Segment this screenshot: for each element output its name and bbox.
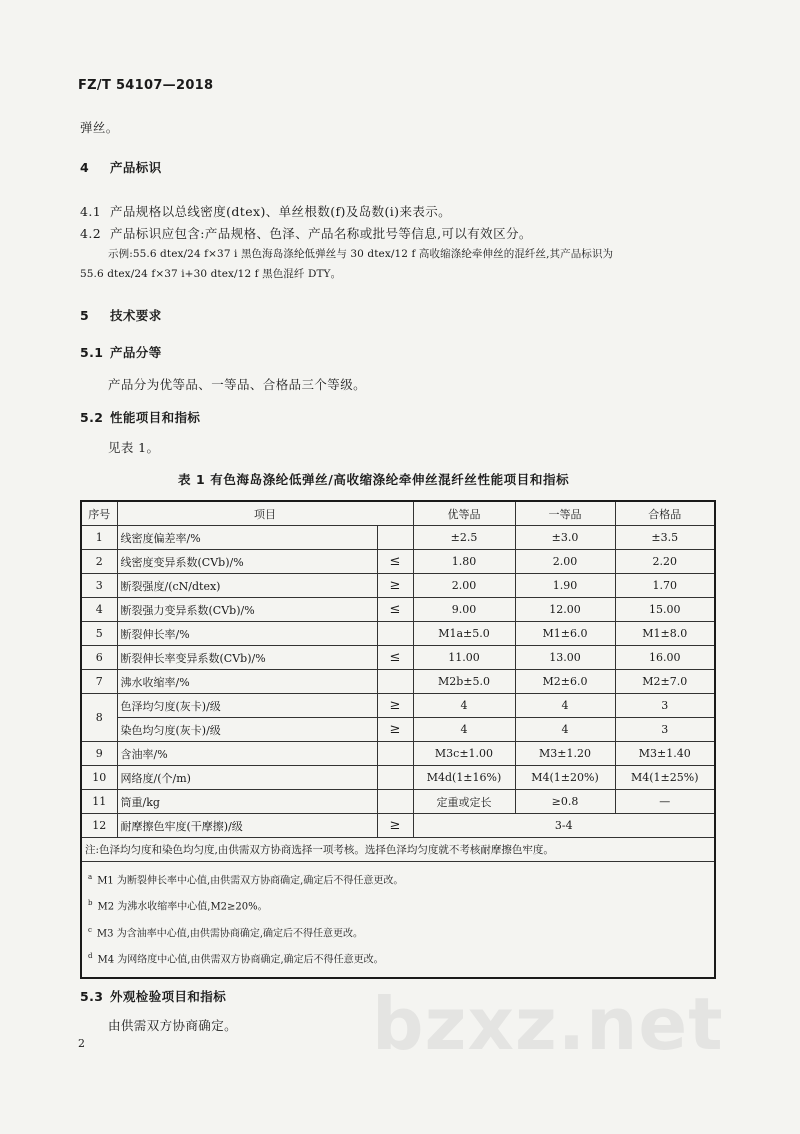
row-operator: ≤ [377,646,413,670]
row-operator: ≥ [377,694,413,718]
performance-table [80,500,716,979]
section-5-3-heading [80,987,226,1005]
table-row [81,598,715,622]
section-number: 4 [80,160,90,175]
section-5-2-heading [80,408,200,426]
footnote-mark: a [88,873,93,881]
row-no: 3 [81,574,117,598]
row-operator [377,622,413,646]
appearance-text: 由供需双方协商确定。 [108,1018,238,1033]
table-note-row [81,838,715,862]
footnote [88,866,708,892]
table-row [81,550,715,574]
section-title: 性能项目和指标 [110,410,201,425]
row-item: 筒重/kg [117,790,377,814]
row-item: 耐摩擦色牢度(干摩擦)/级 [117,814,377,838]
section-title: 技术要求 [110,308,162,323]
row-operator: ≥ [377,814,413,838]
section-title: 外观检验项目和指标 [110,989,227,1004]
table-row [81,574,715,598]
row-no: 10 [81,766,117,790]
row-item: 网络度/(个/m) [117,766,377,790]
value-qualified: 3 [615,718,715,742]
row-no: 7 [81,670,117,694]
value-first: 12.00 [515,598,615,622]
footnote-mark: b [88,899,93,908]
row-no: 1 [81,526,117,550]
value-qualified: M3±1.40 [615,742,715,766]
row-operator [377,790,413,814]
value-superior: M4d(1±16%) [413,766,515,790]
value-qualified: 15.00 [615,598,715,622]
row-item: 断裂伸长率/% [117,622,377,646]
row-operator: ≤ [377,550,413,574]
value-first: M4(1±20%) [515,766,615,790]
footnote-text: M2 为沸水收缩率中心值,M2≥20%。 [97,901,268,913]
row-no: 9 [81,742,117,766]
header-grade-first: 一等品 [515,501,615,526]
value-superior: ±2.5 [413,526,515,550]
value-first: ±3.0 [515,526,615,550]
table-row [81,814,715,838]
footnote [88,945,708,971]
value-first: 1.90 [515,574,615,598]
table-caption: 表 1 有色海岛涤纶低弹丝/高收缩涤纶牵伸丝混纤丝性能项目和指标 [178,472,570,487]
section-4-heading [80,158,162,176]
footnote-mark: d [88,951,93,960]
section-title: 产品分等 [110,345,162,360]
value-first: 13.00 [515,646,615,670]
row-item: 色泽均匀度(灰卡)/级 [117,694,377,718]
standard-code-header: FZ/T 54107—2018 [78,78,214,93]
footnotes-cell [81,862,715,979]
header-no: 序号 [81,501,117,526]
value-first: 4 [515,694,615,718]
row-no: 6 [81,646,117,670]
value-qualified: 16.00 [615,646,715,670]
row-item: 断裂强度/(cN/dtex) [117,574,377,598]
value-superior: 4 [413,718,515,742]
value-superior: 11.00 [413,646,515,670]
footnote-text: M1 为断裂伸长率中心值,由供需双方协商确定,确定后不得任意更改。 [97,875,404,887]
row-operator: ≤ [377,598,413,622]
table-row [81,742,715,766]
footnote [88,919,708,945]
table-row [81,646,715,670]
example-line-1: 示例:55.6 dtex/24 f×37 i 黑色海岛涤纶低弹丝与 30 dtex/12 f 高收缩涤纶牵伸丝的混纤丝,其产品标识为 [108,248,614,260]
row-no: 12 [81,814,117,838]
row-item: 沸水收缩率/% [117,670,377,694]
table-row [81,766,715,790]
value-first: M1±6.0 [515,622,615,646]
row-no: 4 [81,598,117,622]
value-first: M3±1.20 [515,742,615,766]
footnote [88,892,708,918]
value-superior: 9.00 [413,598,515,622]
value-qualified: ±3.5 [615,526,715,550]
row-no: 11 [81,790,117,814]
header-item: 项目 [117,501,413,526]
section-5-heading [80,306,162,324]
section-number: 5 [80,308,90,323]
row-item: 线密度变异系数(CVb)/% [117,550,377,574]
value-superior: 定重或定长 [413,790,515,814]
value-qualified: M1±8.0 [615,622,715,646]
watermark: bzxz.net [372,982,724,1066]
example-line-2: 55.6 dtex/24 f×37 i+30 dtex/12 f 黑色混纤 DTY。 [80,268,342,280]
row-operator [377,766,413,790]
clause-text: 产品标识应包含:产品规格、色泽、产品名称或批号等信息,可以有效区分。 [110,226,532,241]
table-row [81,526,715,550]
value-qualified: 2.20 [615,550,715,574]
row-item: 含油率/% [117,742,377,766]
row-no: 8 [81,694,117,742]
clause-4-1 [80,202,451,220]
value-all-grades: 3-4 [413,814,715,838]
page-number: 2 [78,1037,85,1050]
value-superior: 1.80 [413,550,515,574]
value-qualified: — [615,790,715,814]
value-first: 2.00 [515,550,615,574]
row-operator [377,742,413,766]
footnote-text: M4 为网络度中心值,由供需双方协商确定,确定后不得任意更改。 [97,954,384,966]
value-superior: 4 [413,694,515,718]
row-operator [377,526,413,550]
row-operator [377,670,413,694]
row-no: 5 [81,622,117,646]
value-first: M2±6.0 [515,670,615,694]
row-operator: ≥ [377,574,413,598]
table-note: 注:色泽均匀度和染色均匀度,由供需双方协商选择一项考核。选择色泽均匀度就不考核耐摩擦色牢度。 [81,838,715,862]
section-number: 5.2 [80,410,104,425]
value-first: 4 [515,718,615,742]
row-item: 断裂强力变异系数(CVb)/% [117,598,377,622]
grade-description: 产品分为优等品、一等品、合格品三个等级。 [108,377,367,392]
section-number: 5.3 [80,989,104,1004]
section-title: 产品标识 [110,160,162,175]
value-superior: M1a±5.0 [413,622,515,646]
clause-text: 产品规格以总线密度(dtex)、单丝根数(f)及岛数(i)来表示。 [110,204,452,219]
table-row [81,670,715,694]
table-row [81,718,715,742]
table-row [81,622,715,646]
row-no: 2 [81,550,117,574]
section-5-1-heading [80,343,162,361]
footnote-mark: c [88,925,92,934]
clause-number: 4.1 [80,204,102,219]
header-grade-qualified: 合格品 [615,501,715,526]
row-operator: ≥ [377,718,413,742]
row-item: 线密度偏差率/% [117,526,377,550]
header-grade-superior: 优等品 [413,501,515,526]
row-item: 染色均匀度(灰卡)/级 [117,718,377,742]
section-number: 5.1 [80,345,104,360]
clause-number: 4.2 [80,226,102,241]
value-first: ≥0.8 [515,790,615,814]
footnote-text: M3 为含油率中心值,由供需协商确定,确定后不得任意更改。 [96,927,364,939]
table-row [81,694,715,718]
row-item: 断裂伸长率变异系数(CVb)/% [117,646,377,670]
table-footnote-row [81,862,715,979]
continued-text: 弹丝。 [80,120,119,135]
value-superior: M3c±1.00 [413,742,515,766]
value-qualified: M2±7.0 [615,670,715,694]
clause-4-2 [80,224,532,242]
see-table-text: 见表 1。 [108,440,160,455]
table-header-row [81,501,715,526]
value-superior: M2b±5.0 [413,670,515,694]
value-superior: 2.00 [413,574,515,598]
value-qualified: 1.70 [615,574,715,598]
value-qualified: 3 [615,694,715,718]
value-qualified: M4(1±25%) [615,766,715,790]
table-row [81,790,715,814]
